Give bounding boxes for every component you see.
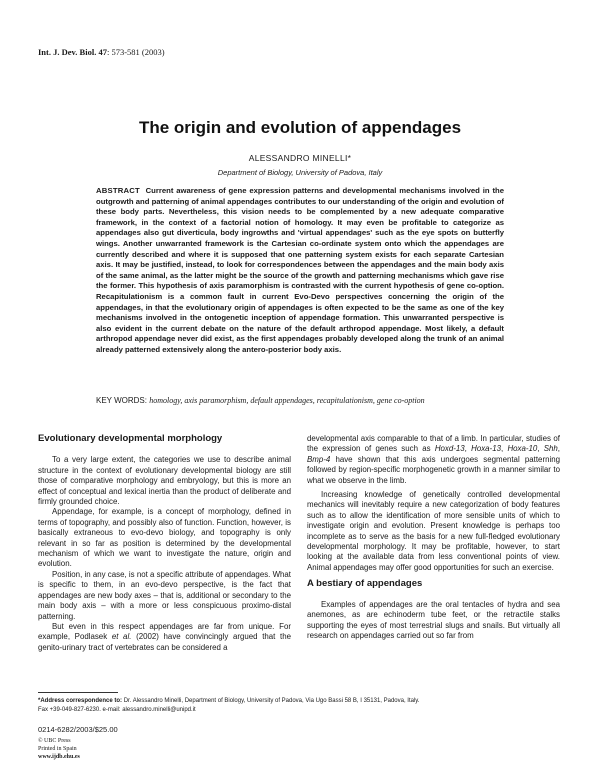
abstract-text: Current awareness of gene expression patterns and developmental mechanisms involved in the outgrowth and patterning of animal appendages contributes to our understanding of the origin and evolution of these body parts. Nevertheless, this vision needs to be complemented by a new adequate comparative framework, in the context of a factorial notion of homology. It may even be profitable to categorize as appendages also gut diverticula, body ingrowths and 'virtual appendages' such as the eye spots on butterfly wings. Another unwarranted framework is the Cartesian co-ordinate system onto which the appendages are currently described and where it is supposed that one patterning system exists for each separate Cartesian axis. It may be justified, instead, to look for correspondences between the appendages and the main body axis of the same animal, as the latter might be the source of the growth and patterning mechanisms which gave rise the former. This hypothesis of axis paramorphism is contrasted with the current hypothesis of gene co-option. Recapitulationism is a common fault in current Evo-Devo perspectives concerning the origin of the appendages, in that the evolutionary origin of appendages is often expected to be the same as one of the key mechanisms involved in the ontogenetic inception of appendage formation. This unwarranted perspective is also evident in the current debate on the nature of the default arthropod appendage. Most likely, a default arthropod appendage never did exist, as the first appendages probably developed along the trunk of an animal already patterned extensively along the antero-posterior body axis. xyxy=(96,186,504,354)
et-al: et al. xyxy=(111,632,132,642)
publisher-info xyxy=(38,737,80,761)
article-title: The origin and evolution of appendages xyxy=(138,118,462,137)
gene-name: Shh xyxy=(543,444,558,454)
separator: , xyxy=(500,444,508,454)
paragraph: Examples of appendages are the oral tentacles of hydra and sea anemones, as are echinoderm tube feet, or the retractile stalks supporting the eyes of most terrestrial slugs and snails. But virtually all research on appendages carried out so far from xyxy=(307,599,560,640)
website-link[interactable]: www.ijdb.ehu.es xyxy=(38,754,80,760)
left-column xyxy=(38,434,291,653)
gene-name: Hoxa-10 xyxy=(507,444,538,454)
separator: , xyxy=(464,444,472,454)
author-affiliation: Department of Biology, University of Padova, Italy xyxy=(217,168,383,177)
gene-name: Hoxd-13 xyxy=(434,444,465,454)
paragraph: Position, in any case, is not a specific attribute of appendages. What is specific to them, in an evo-devo perspective, is the fact that appendages are new body axes – that is, additional or secondary to the main body axis – with a more or less conspicuous proximo-distal patterning. xyxy=(38,569,291,621)
section-heading-bestiary: A bestiary of appendages xyxy=(307,578,423,590)
journal-citation xyxy=(38,47,165,57)
journal-abbrev: Int. J. Dev. Biol. xyxy=(38,47,97,57)
paragraph xyxy=(307,434,560,486)
abstract xyxy=(96,186,504,356)
footnote xyxy=(38,697,568,714)
paragraph-text: (2002) have convincingly argued that the genito-urinary tract of vertebrates can be considered a xyxy=(38,632,291,652)
footnote-rule xyxy=(38,692,118,693)
separator: , xyxy=(537,444,544,454)
paragraph-text: developmental axis comparable to that of a limb. In particular, studies of the expression of genes such as xyxy=(307,434,560,454)
paragraph: Appendage, for example, is a concept of morphology, defined in terms of topography, and possibly also of function. Function, however, is basically extraneous to evo-devo biology, and topography is only relevant in so far as position is determined by the developmental mechanism of which we want to investigate the nature, origin and evolution. xyxy=(38,507,291,569)
keywords-label: KEY WORDS: xyxy=(96,396,147,405)
printed-line: Printed in Spain xyxy=(38,746,77,752)
separator: , xyxy=(557,444,560,454)
gene-name: Hoxa-13 xyxy=(471,444,501,454)
section-heading-evolutionary-morphology: Evolutionary developmental morphology xyxy=(38,433,223,444)
paragraph-text: But even in this respect appendages are far from unique. For example, Podlasek xyxy=(38,621,291,642)
journal-pages-year: : 573-581 (2003) xyxy=(106,47,165,57)
gene-name: Bmp-4 xyxy=(307,454,331,464)
keywords-list: homology, axis paramorphism, default appendages, recapitulationism, gene co-option xyxy=(149,396,425,405)
issn-price: 0214-6282/2003/$25.00 xyxy=(38,725,118,734)
abstract-label: ABSTRACT xyxy=(96,186,140,195)
right-column xyxy=(307,434,560,641)
footnote-address: Dr. Alessandro Minelli, Department of Biology, University of Padova, Via Ugo Bassi 58 B, I 35131, Padova, Italy. xyxy=(122,698,420,704)
footnote-label: *Address correspondence to: xyxy=(38,698,123,704)
paragraph xyxy=(38,622,291,653)
author-name: ALESSANDRO MINELLI* xyxy=(248,153,352,163)
journal-volume: 47 xyxy=(98,47,107,57)
keywords xyxy=(96,396,516,406)
paragraph: Increasing knowledge of genetically controlled developmental mechanics will inevitably require a new categorization of body features such as to allow the identification of more sensible units of which to investigate origin and evolution. Present knowledge is perhaps too incomplete as to serve as the basis for a new full-fledged evolutionary developmental morphology. It may be profitable, however, to start looking at the available data from less conventional points of view. Animal appendages may offer good opportunities for such an exercise. xyxy=(307,490,560,572)
paragraph-text: have shown that this axis undergoes segmental patterning followed by region-specific morphogenetic growth in a manner similar to what we observe in the limb. xyxy=(307,454,560,485)
paragraph: To a very large extent, the categories we use to describe animal structure in the context of evolutionary developmental biology are still those of comparative morphology and embryology, but this is more an effect of conceptual and lexical inertia than the product of deliberate and firmly grounded choice. xyxy=(38,455,291,507)
press-line: © UBC Press xyxy=(38,738,71,744)
footnote-contact: Fax +39-049-827-6230. e-mail: alessandro.minelli@unipd.it xyxy=(38,706,196,713)
